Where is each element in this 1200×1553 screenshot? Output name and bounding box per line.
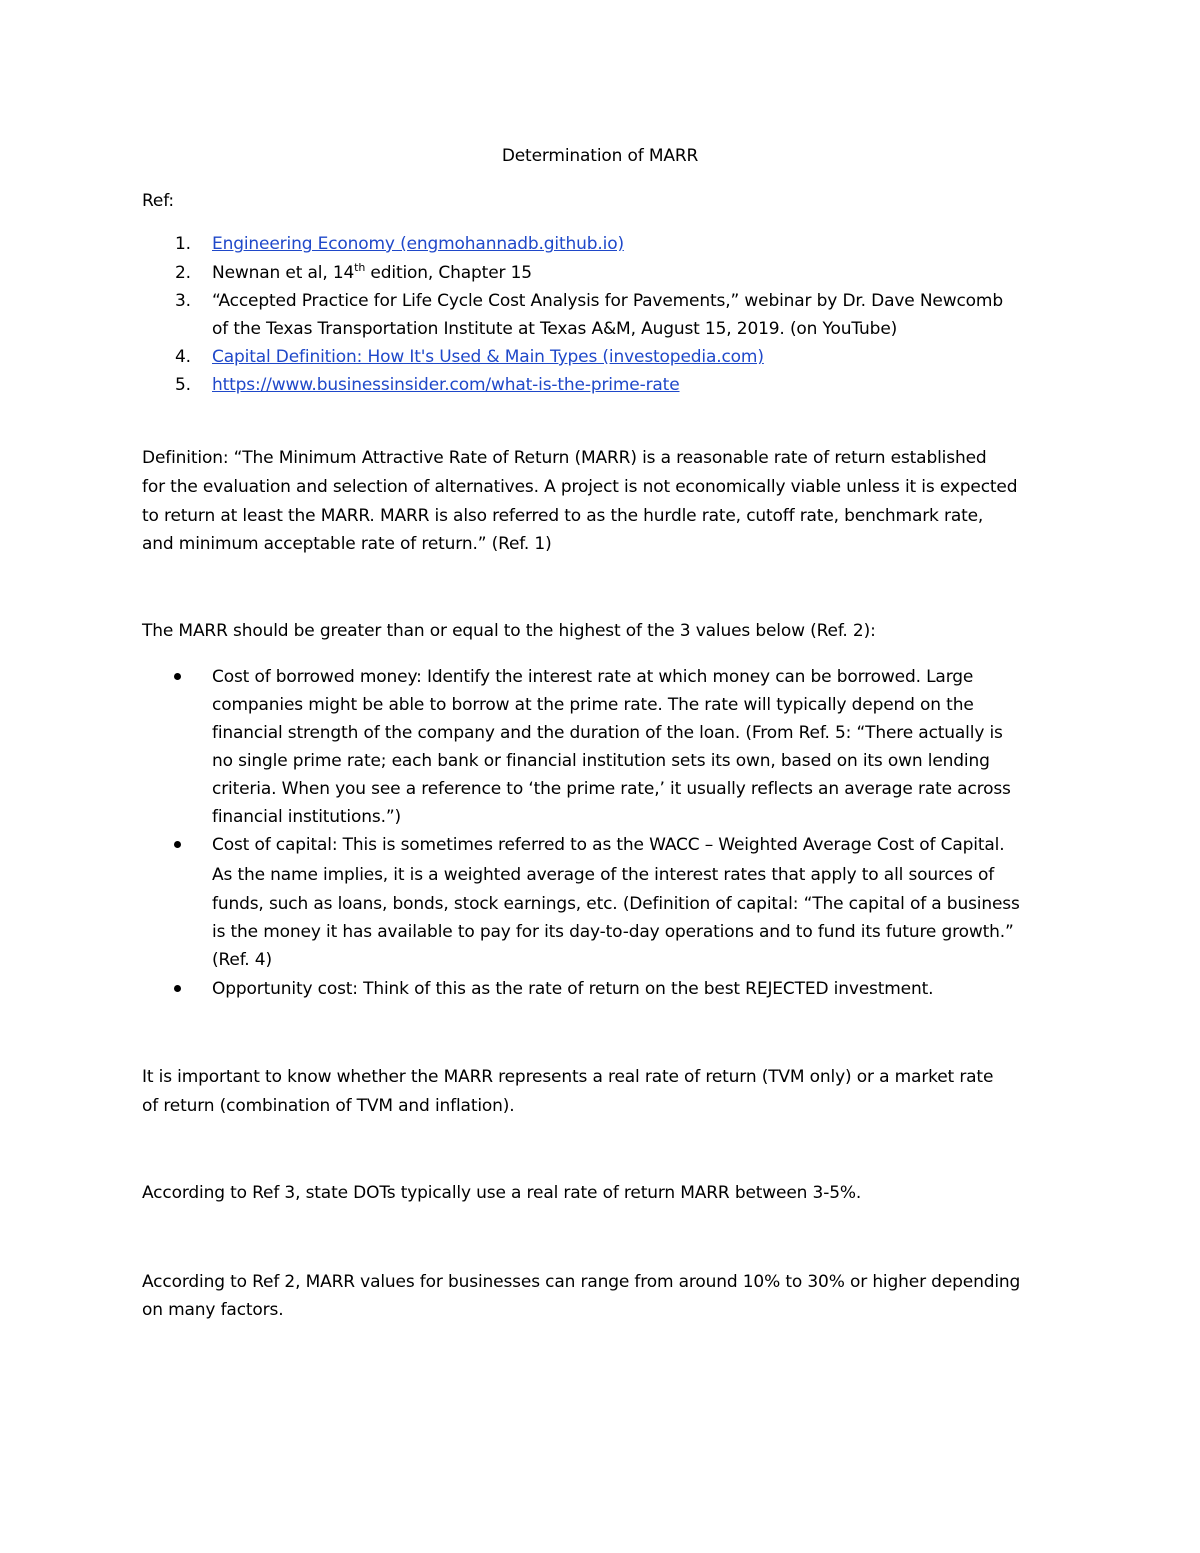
marr-intro: The MARR should be greater than or equal to the highest of the 3 values below (Ref. 2):: [142, 621, 876, 641]
bullet-icon: [174, 985, 181, 992]
reference-item-2: [142, 263, 532, 283]
definition-line: Definition: “The Minimum Attractive Rate of Return (MARR) is a reasonable rate of return established: [142, 448, 987, 468]
bullet-line: no single prime rate; each bank or financial institution sets its own, based on its own lending: [212, 751, 990, 771]
reference-link-businessinsider[interactable]: https://www.businessinsider.com/what-is-the-prime-rate: [212, 375, 680, 395]
reference-number: 4.: [175, 347, 191, 367]
bullet-line: criteria. When you see a reference to ‘the prime rate,’ it usually reflects an average rate across: [212, 779, 1011, 799]
reference-superscript: th: [354, 261, 366, 274]
reference-number: 5.: [175, 375, 191, 395]
page-title: Determination of MARR: [501, 146, 699, 166]
reference-item-1: [142, 234, 624, 254]
reference-text: Newnan et al, 14: [212, 263, 355, 283]
bullet-line: Cost of capital: This is sometimes referred to as the WACC – Weighted Average Cost of Capital.: [212, 835, 1005, 855]
bullet-line: financial institutions.”): [212, 807, 401, 827]
definition-line: for the evaluation and selection of alternatives. A project is not economically viable unless it is expected: [142, 477, 1018, 497]
bullet-line: financial strength of the company and the duration of the loan. (From Ref. 5: “There actually is: [212, 723, 1003, 743]
business-line: on many factors.: [142, 1300, 284, 1320]
real-rate-line: It is important to know whether the MARR represents a real rate of return (TVM only) or a market rate: [142, 1067, 994, 1087]
reference-number: 2.: [175, 263, 191, 283]
reference-number: 3.: [175, 291, 191, 311]
reference-link-investopedia[interactable]: Capital Definition: How It's Used & Main Types (investopedia.com): [212, 347, 764, 367]
bullet-line: funds, such as loans, bonds, stock earnings, etc. (Definition of capital: “The capital of a business: [212, 894, 1020, 914]
bullet-line: is the money it has available to pay for its day-to-day operations and to fund its future growth.”: [212, 922, 1014, 942]
reference-number: 1.: [175, 234, 191, 254]
reference-item-4: [142, 347, 764, 367]
reference-text: “Accepted Practice for Life Cycle Cost Analysis for Pavements,” webinar by Dr. Dave Newcomb: [212, 291, 1003, 311]
definition-line: to return at least the MARR. MARR is also referred to as the hurdle rate, cutoff rate, benchmark rate,: [142, 506, 984, 526]
bullet-line: companies might be able to borrow at the prime rate. The rate will typically depend on the: [212, 695, 974, 715]
reference-item-5: [142, 375, 680, 395]
bullet-line: Opportunity cost: Think of this as the rate of return on the best REJECTED investment.: [212, 979, 934, 999]
references-label: Ref:: [142, 191, 175, 211]
bullet-line: (Ref. 4): [212, 950, 272, 970]
dots-paragraph: According to Ref 3, state DOTs typically use a real rate of return MARR between 3-5%.: [142, 1183, 862, 1203]
bullet-line: As the name implies, it is a weighted average of the interest rates that apply to all sources of: [212, 865, 995, 885]
reference-text-continued: of the Texas Transportation Institute at Texas A&M, August 15, 2019. (on YouTube): [212, 319, 898, 339]
bullet-icon: [174, 841, 181, 848]
bullet-icon: [174, 673, 181, 680]
reference-item-3: [142, 291, 1003, 311]
bullet-line: Cost of borrowed money: Identify the interest rate at which money can be borrowed. Large: [212, 667, 974, 687]
definition-line: and minimum acceptable rate of return.” (Ref. 1): [142, 534, 552, 554]
reference-link-engineering-economy[interactable]: Engineering Economy (engmohannadb.github.io): [212, 234, 624, 254]
business-line: According to Ref 2, MARR values for businesses can range from around 10% to 30% or higher depending: [142, 1272, 1021, 1292]
real-rate-line: of return (combination of TVM and inflation).: [142, 1096, 515, 1116]
reference-text: edition, Chapter 15: [365, 263, 532, 283]
